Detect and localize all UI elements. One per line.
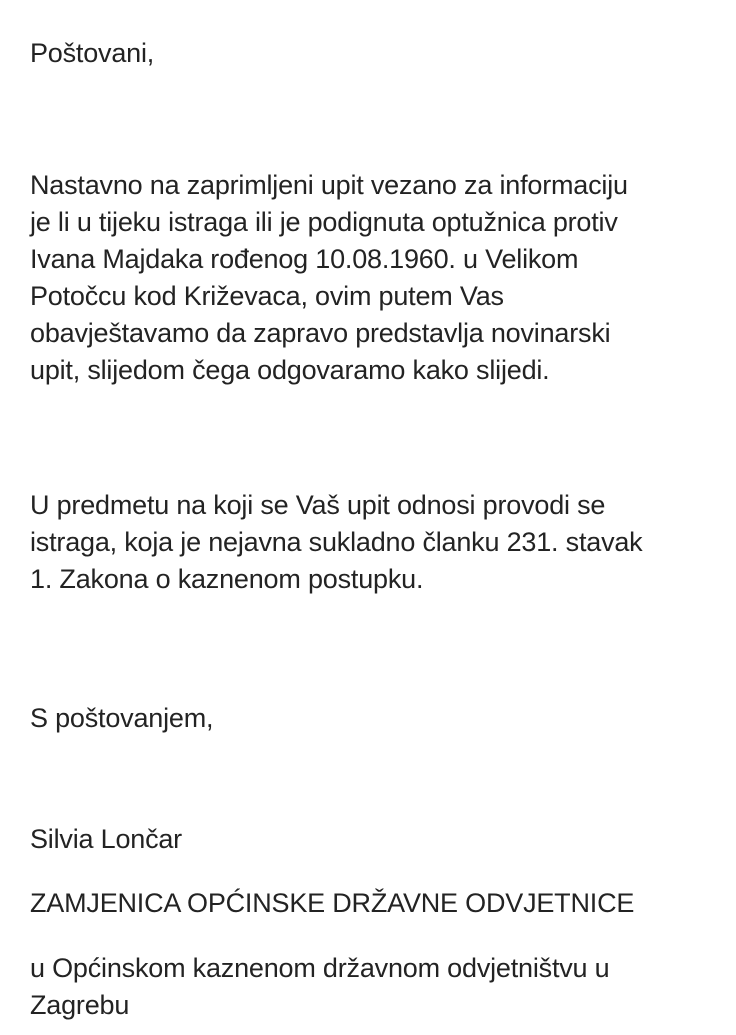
paragraph-response [30,487,720,598]
greeting-text: Poštovani, [30,38,155,68]
signature-name [30,821,720,858]
paragraph-line: Nastavno na zaprimljeni upit vezano za informaciju [30,170,628,200]
paragraph-line: 1. Zakona o kaznenom postupku. [30,564,424,594]
paragraph-line: je li u tijeku istraga ili je podignuta optužnica protiv [30,207,618,237]
signature-name-text: Silvia Lončar [30,824,182,854]
paragraph-inquiry [30,167,720,389]
signature-office-line: Zagrebu [30,990,130,1020]
paragraph-line: obavještavamo da zapravo predstavlja novinarski [30,318,611,348]
paragraph-line: istraga, koja je nejavna sukladno članku 231. stavak [30,527,643,557]
paragraph-line: Ivana Majdaka rođenog 10.08.1960. u Velikom [30,244,579,274]
greeting [30,35,720,72]
signature-title-text: ZAMJENICA OPĆINSKE DRŽAVNE ODVJETNICE [30,888,635,918]
signature-office-line: u Općinskom kaznenom državnom odvjetništvu u [30,953,610,983]
closing [30,700,720,737]
paragraph-line: U predmetu na koji se Vaš upit odnosi provodi se [30,490,606,520]
signature-office [30,950,720,1024]
signature-title [30,885,720,922]
closing-text: S poštovanjem, [30,703,214,733]
paragraph-line: Potočcu kod Križevaca, ovim putem Vas [30,281,504,311]
paragraph-line: upit, slijedom čega odgovaramo kako slijedi. [30,355,550,385]
